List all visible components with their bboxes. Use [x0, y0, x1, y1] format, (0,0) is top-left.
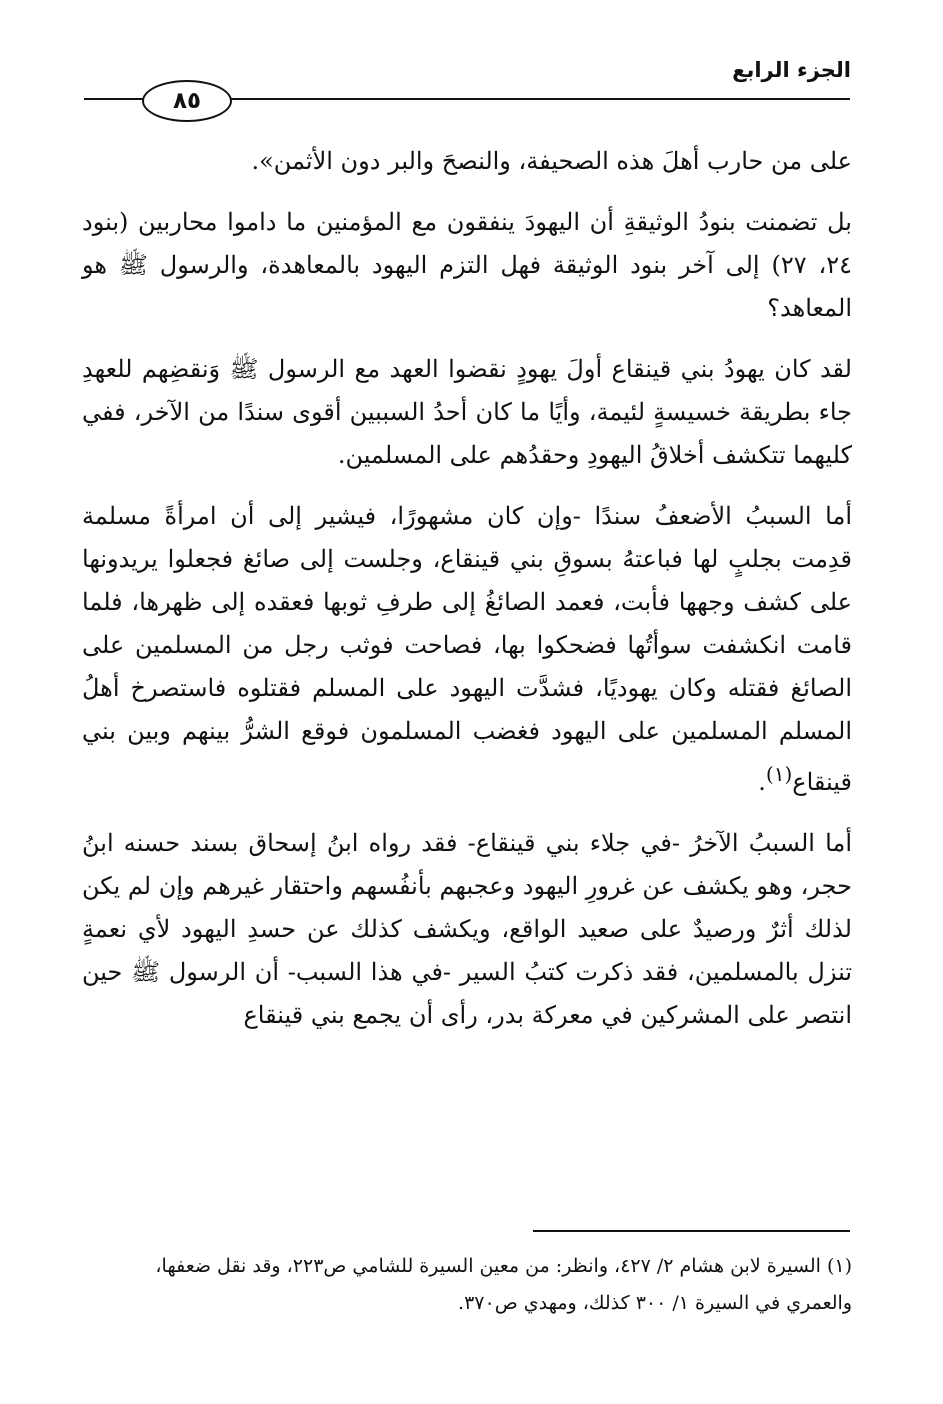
- paragraph-5: أما السببُ الآخرُ -في جلاء بني قينقاع- فقد رواه ابنُ إسحاق بسند حسنه ابنُ حجر، وهو يكشف عن غرورِ اليهود وعجبهم بأنفُسهم واحتقار غيرهم وإن لم يكن لذلك أثرٌ ورصيدٌ على صعيد الواقع، ويكشف كذلك عن حسدِ اليهود لأي نعمةٍ تنزل بالمسلمين، فقد ذكرت كتبُ السير -في هذا السبب- أن الرسول ﷺ حين انتصر على المشركين في معركة بدر، رأى أن يجمع بني قينقاع: [82, 829, 852, 1029]
- page-number-oval: [142, 80, 232, 122]
- footnote-separator: [533, 1230, 850, 1232]
- paragraph-3: لقد كان يهودُ بني قينقاع أولَ يهودٍ نقضوا العهد مع الرسول ﷺ وَنقضِهم للعهدِ جاء بطريقة خسيسةٍ لئيمة، وأيًا ما كان أحدُ السببين أقوى سندًا من الآخر، ففي كليهما تتكشف أخلاقُ اليهودِ وحقدُهم على المسلمين.: [82, 355, 852, 469]
- paragraph-4-period: .: [758, 768, 766, 796]
- paragraph-4-text: أما السببُ الأضعفُ سندًا -وإن كان مشهورًا، فيشير إلى أن امرأةً مسلمة قدِمت بجلبٍ لها فباعتهُ بسوقِ بني قينقاع، وجلست إلى صائغ فجعلوا يريدونها على كشف وجهها فأبت، فعمد الصائغُ إلى طرفِ ثوبها فعقده إلى ظهرها، فلما قامت انكشفت سوأتُها فضحكوا بها، فصاحت فوثب رجل من المسلمين على الصائغ فقتله وكان يهوديًا، فشدَّت اليهود على المسلم فقتلوه فاستصرخ أهلُ المسلم المسلمين على اليهود فغضب المسلمون فوقع الشرُّ بينهم وبين بني قينقاع: [82, 502, 853, 796]
- footnotes: [82, 1248, 852, 1322]
- main-text: [82, 140, 852, 1055]
- header-rule-right: [226, 98, 850, 100]
- footnote-line-1: (١) السيرة لابن هشام ٢/ ٤٢٧، وانظر: من معين السيرة للشامي ص٢٢٣، وقد نقل ضعفها،: [155, 1255, 852, 1277]
- paragraph-2: بل تضمنت بنودُ الوثيقةِ أن اليهودَ ينفقون مع المؤمنين ما داموا محاربين (بنود ٢٤، ٢٧) إلى آخر بنود الوثيقة فهل التزم اليهود بالمعاهدة، والرسول ﷺ هو المعاهد؟: [82, 208, 853, 322]
- running-title: الجزء الرابع: [732, 58, 851, 82]
- page-number: ٨٥: [172, 88, 202, 114]
- footnote-reference: (١): [765, 762, 793, 786]
- paragraph-4: [82, 495, 852, 804]
- footnote-line-2: والعمري في السيرة ١/ ٣٠٠ كذلك، ومهدي ص٣٧٠.: [458, 1292, 852, 1314]
- paragraph-1: على من حارب أهلَ هذه الصحيفة، والنصحَ والبر دون الأثمن».: [251, 147, 852, 175]
- header-rule-left: [84, 98, 144, 100]
